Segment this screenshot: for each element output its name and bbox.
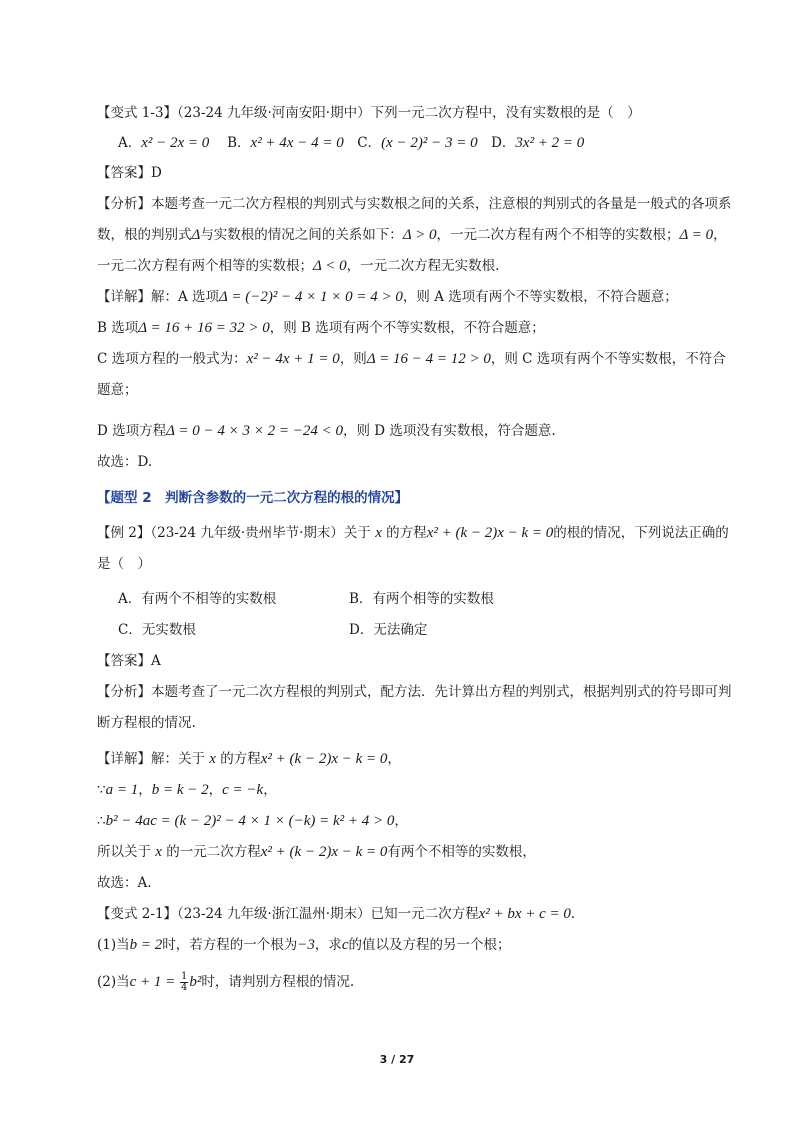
- math-expression: a = 1: [105, 782, 139, 798]
- math-expression: −3: [297, 937, 315, 953]
- text-run: 【分析】本题考查了一元二次方程根的判别式，配方法．先计算出方程的判别式，根据判别式的符号即可判: [97, 684, 732, 700]
- text-run: 时，请判别方程根的情况.: [201, 974, 355, 990]
- math-expression: x² + (k − 2)x − k = 0: [426, 525, 554, 541]
- variant-1-3-detail-d: [97, 421, 556, 441]
- text-run: D．无法确定: [349, 622, 428, 638]
- text-run: 所以关于: [97, 844, 156, 860]
- text-run: 有两个不相等的实数根，: [387, 844, 536, 860]
- variant-1-3-analysis-3: [97, 256, 499, 276]
- math-expression: Δ: [191, 227, 201, 243]
- text-run: B 选项: [97, 320, 139, 336]
- text-run: ，: [208, 782, 223, 798]
- text-run: ，一元二次方程无实数根.: [346, 258, 500, 274]
- example-2-detail-2: [97, 780, 277, 800]
- math-expression: x² + 4x − 4 = 0: [250, 135, 344, 151]
- math-expression: b²: [189, 974, 202, 990]
- math-expression: Δ > 0: [402, 227, 437, 243]
- text-run: ，则 B 选项有两个不等实数根，不符合题意；: [269, 320, 545, 336]
- variant-1-3-detail-c2: [97, 380, 138, 400]
- text-run: B．有两个相等的实数根: [349, 591, 494, 607]
- text-run: (1)当: [97, 937, 130, 953]
- text-run: A．: [118, 135, 142, 151]
- math-expression: x: [155, 844, 162, 860]
- text-run: 断方程根的情况.: [97, 715, 196, 731]
- math-expression: x: [209, 751, 216, 767]
- text-run: 与实数根的情况之间的关系如下：: [200, 227, 403, 243]
- math-expression: Δ < 0: [313, 258, 347, 274]
- variant-1-3-conclusion: [97, 452, 152, 472]
- math-expression: x² + (k − 2)x − k = 0: [260, 751, 388, 767]
- text-run: A．有两个不相等的实数根: [118, 591, 277, 607]
- fraction: [180, 972, 188, 993]
- example-2-question-2: [97, 554, 151, 574]
- text-run: 【详解】解：关于: [97, 751, 210, 767]
- math-expression: x² − 2x = 0: [141, 135, 210, 151]
- math-expression: x² − 4x + 1 = 0: [246, 351, 340, 367]
- variant-2-1-part-1: [97, 935, 511, 955]
- text-run: ∴: [97, 813, 106, 829]
- topic-2-heading: [97, 488, 408, 508]
- example-2-conclusion: [97, 873, 152, 893]
- math-expression: b² − 4ac = (k − 2)² − 4 × 1 × (−k) = k² + 4 > 0: [105, 813, 395, 829]
- text-run: 的一元二次方程: [161, 844, 261, 860]
- text-run: ，: [387, 751, 401, 767]
- math-expression: 3x² + 2 = 0: [515, 135, 585, 151]
- text-run: 的根的情况，下列说法正确的: [553, 525, 729, 541]
- math-expression: b = k − 2: [151, 782, 209, 798]
- example-2-analysis-1: [97, 682, 732, 702]
- text-run: ，则: [339, 351, 367, 367]
- text-run: 的方程: [381, 525, 427, 541]
- text-run: 【详解】解：A 选项: [97, 289, 220, 305]
- text-run: 一元二次方程有两个相等的实数根；: [97, 258, 313, 274]
- text-run: 【答案】A: [97, 653, 161, 669]
- text-run: 【答案】D: [97, 165, 162, 181]
- variant-1-3-answer: [97, 163, 162, 183]
- example-2-detail-1: [97, 749, 401, 769]
- text-run: .: [570, 906, 576, 922]
- text-run: D 选项方程: [97, 423, 167, 439]
- math-expression: x: [375, 525, 382, 541]
- text-run: D．: [477, 135, 516, 151]
- example-2-option-d: [349, 620, 427, 640]
- math-expression: b = 2: [129, 937, 163, 953]
- math-expression: Δ = 16 − 4 = 12 > 0: [366, 351, 491, 367]
- math-expression: Δ = (−2)² − 4 × 1 × 0 = 4 > 0: [219, 289, 403, 305]
- example-2-question-1: [97, 523, 729, 543]
- text-run: ，: [263, 782, 277, 798]
- math-expression: c = −k: [222, 782, 264, 798]
- text-run: ∵: [97, 782, 106, 798]
- text-run: 时，若方程的一个根为: [162, 937, 298, 953]
- text-run: 是（ ）: [97, 556, 151, 572]
- text-run: ，则 C 选项有两个不等实数根，不符合: [490, 351, 726, 367]
- example-2-detail-3: [97, 811, 408, 831]
- example-2-option-a: [118, 589, 276, 609]
- text-run: ，: [394, 813, 408, 829]
- text-run: 【题型 2 判断含参数的一元二次方程的根的情况】: [97, 490, 409, 506]
- variant-1-3-options: [118, 133, 584, 153]
- text-run: 故选：D.: [97, 454, 153, 470]
- text-run: C．无实数根: [118, 622, 196, 638]
- text-run: 【分析】本题考查一元二次方程根的判别式与实数根之间的关系，注意根的判别式的各量是一般式的各项系: [97, 196, 732, 212]
- variant-1-3-detail-b: [97, 318, 545, 338]
- example-2-analysis-2: [97, 713, 196, 733]
- example-2-detail-4: [97, 842, 536, 862]
- text-run: 的值以及方程的另一个根；: [348, 937, 511, 953]
- text-run: ，: [138, 782, 152, 798]
- math-expression: Δ = 0 − 4 × 3 × 2 = −24 < 0: [166, 423, 344, 439]
- math-expression: (x − 2)² − 3 = 0: [381, 135, 478, 151]
- variant-1-3-question: [97, 103, 641, 123]
- example-2-option-c: [118, 620, 196, 640]
- variant-2-1-question: [97, 904, 575, 924]
- math-expression: x² + bx + c = 0: [478, 906, 571, 922]
- text-run: C．: [343, 135, 382, 151]
- text-run: 【例 2】（23-24 九年级·贵州毕节·期末）关于: [97, 525, 376, 541]
- text-run: (2)当: [97, 974, 130, 990]
- text-run: ，: [713, 227, 727, 243]
- text-run: ，则 A 选项有两个不等实数根，不符合题意；: [402, 289, 678, 305]
- example-2-option-b: [349, 589, 494, 609]
- text-run: ，一元二次方程有两个不相等的实数根；: [436, 227, 680, 243]
- variant-1-3-detail-a: [97, 287, 678, 307]
- variant-1-3-detail-c1: [97, 349, 726, 369]
- fraction-denominator: 4: [181, 982, 188, 993]
- variant-2-1-part-2: [97, 972, 354, 993]
- math-expression: Δ = 0: [679, 227, 714, 243]
- text-run: B．: [209, 135, 251, 151]
- math-expression: x² + (k − 2)x − k = 0: [260, 844, 388, 860]
- text-run: 的方程: [215, 751, 261, 767]
- fraction-numerator: 1: [181, 971, 188, 982]
- page-number: 3 / 27: [379, 1053, 415, 1066]
- text-run: ，求: [314, 937, 342, 953]
- text-run: 数，根的判别式: [97, 227, 192, 243]
- math-expression: c + 1 =: [129, 974, 180, 990]
- variant-1-3-analysis-1: [97, 194, 732, 214]
- variant-1-3-analysis-2: [97, 225, 727, 245]
- text-run: 【变式 1-3】（23-24 九年级·河南安阳·期中）下列一元二次方程中，没有实数根的是（ ）: [97, 105, 641, 121]
- text-run: ，则 D 选项没有实数根，符合题意.: [343, 423, 556, 439]
- text-run: 【变式 2-1】（23-24 九年级·浙江温州·期末）已知一元二次方程: [97, 906, 479, 922]
- text-run: 故选：A.: [97, 875, 152, 891]
- math-expression: c: [341, 937, 349, 953]
- math-expression: Δ = 16 + 16 = 32 > 0: [138, 320, 270, 336]
- text-run: 题意；: [97, 382, 138, 398]
- example-2-answer: [97, 651, 161, 671]
- text-run: C 选项方程的一般式为：: [97, 351, 247, 367]
